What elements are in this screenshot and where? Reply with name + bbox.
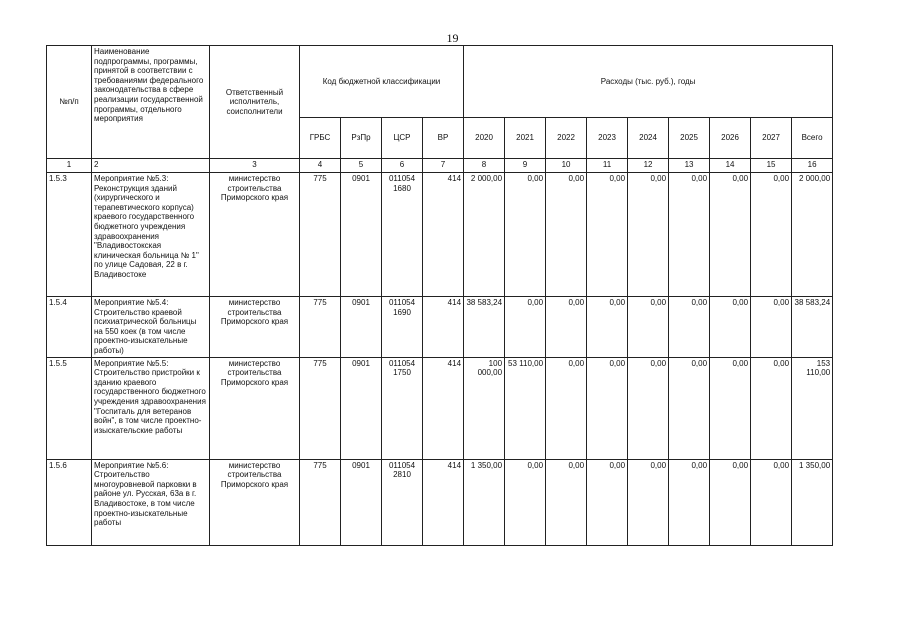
header-year: 2021 — [505, 118, 546, 159]
row-responsible: министерство строительства Приморского края — [210, 459, 300, 545]
header-budget-code: Код бюджетной классификации — [300, 46, 464, 118]
header-grbs: ГРБС — [300, 118, 341, 159]
header-year: 2027 — [751, 118, 792, 159]
row-value: 0,00 — [628, 173, 669, 297]
row-grbs: 775 — [300, 459, 341, 545]
row-name: Мероприятие №5.3: Реконструкция зданий (хирургического и терапевтического корпуса) краевого государственного бюджетного учреждения здравоохранения "Владивостокская клиническая больница № 1" по улице Садовая, 22 в г. Владивостоке — [92, 173, 210, 297]
row-value: 0,00 — [710, 357, 751, 459]
row-grbs: 775 — [300, 297, 341, 358]
table-row — [47, 459, 833, 545]
budget-table — [46, 45, 833, 546]
row-num: 1.5.5 — [47, 357, 92, 459]
header-year: 2020 — [464, 118, 505, 159]
row-rzpr: 0901 — [341, 357, 382, 459]
row-value: 0,00 — [546, 459, 587, 545]
header-vr: ВР — [423, 118, 464, 159]
row-value: 0,00 — [505, 173, 546, 297]
row-num: 1.5.3 — [47, 173, 92, 297]
row-csr: 011054 2810 — [382, 459, 423, 545]
row-value: 0,00 — [710, 297, 751, 358]
table-row — [47, 297, 833, 358]
row-total: 38 583,24 — [792, 297, 833, 358]
header-year: 2023 — [587, 118, 628, 159]
header-name: Наименование подпрограммы, программы, принятой в соответствии с требованиями федерального законодательства в сфере реализации государственной программы, отдельного мероприятия — [92, 46, 210, 159]
row-value: 0,00 — [751, 357, 792, 459]
table-row — [47, 173, 833, 297]
row-value: 100 000,00 — [464, 357, 505, 459]
row-name: Мероприятие №5.4: Строительство краевой психиатрической больницы на 550 коек (в том числе проектно-изыскательные работы) — [92, 297, 210, 358]
header-responsible: Ответственный исполнитель, соисполнители — [210, 46, 300, 159]
row-num: 1.5.4 — [47, 297, 92, 358]
row-value: 0,00 — [628, 357, 669, 459]
row-vr: 414 — [423, 357, 464, 459]
row-value: 2 000,00 — [464, 173, 505, 297]
row-rzpr: 0901 — [341, 297, 382, 358]
row-responsible: министерство строительства Приморского края — [210, 173, 300, 297]
row-num: 1.5.6 — [47, 459, 92, 545]
row-total: 2 000,00 — [792, 173, 833, 297]
row-value: 0,00 — [546, 173, 587, 297]
row-responsible: министерство строительства Приморского края — [210, 297, 300, 358]
row-value: 38 583,24 — [464, 297, 505, 358]
column-number: 1 — [47, 159, 92, 173]
column-number: 4 — [300, 159, 341, 173]
header-year: 2025 — [669, 118, 710, 159]
header-total: Всего — [792, 118, 833, 159]
header-year: 2022 — [546, 118, 587, 159]
column-number: 13 — [669, 159, 710, 173]
row-total: 1 350,00 — [792, 459, 833, 545]
row-rzpr: 0901 — [341, 173, 382, 297]
row-value: 0,00 — [669, 173, 710, 297]
row-name: Мероприятие №5.5: Строительство пристройки к зданию краевого государственного бюджетного учреждения здравоохранения "Госпиталь для ветеранов войн", в том числе проектно-изыскательские работы — [92, 357, 210, 459]
header-year: 2024 — [628, 118, 669, 159]
column-number: 11 — [587, 159, 628, 173]
column-number: 12 — [628, 159, 669, 173]
row-vr: 414 — [423, 173, 464, 297]
row-value: 0,00 — [669, 297, 710, 358]
column-number: 6 — [382, 159, 423, 173]
page-number: 19 — [446, 31, 459, 45]
header-year: 2026 — [710, 118, 751, 159]
header-expenses: Расходы (тыс. руб.), годы — [464, 46, 833, 118]
row-value: 1 350,00 — [464, 459, 505, 545]
column-number: 14 — [710, 159, 751, 173]
row-value: 0,00 — [505, 297, 546, 358]
row-value: 53 110,00 — [505, 357, 546, 459]
row-value: 0,00 — [546, 357, 587, 459]
column-number: 9 — [505, 159, 546, 173]
column-number: 7 — [423, 159, 464, 173]
row-value: 0,00 — [669, 357, 710, 459]
column-number: 8 — [464, 159, 505, 173]
row-value: 0,00 — [587, 297, 628, 358]
column-number-row — [47, 159, 833, 173]
header-num: №п/п — [47, 46, 92, 159]
row-value: 0,00 — [751, 297, 792, 358]
column-number: 10 — [546, 159, 587, 173]
row-value: 0,00 — [587, 173, 628, 297]
row-value: 0,00 — [710, 173, 751, 297]
row-value: 0,00 — [710, 459, 751, 545]
row-name: Мероприятие №5.6: Строительство многоуровневой парковки в районе ул. Русская, 63а в г. Владивостоке, в том числе проектно-изыскательные работы — [92, 459, 210, 545]
column-number: 3 — [210, 159, 300, 173]
column-number: 5 — [341, 159, 382, 173]
row-value: 0,00 — [751, 459, 792, 545]
row-value: 0,00 — [587, 459, 628, 545]
row-csr: 011054 1690 — [382, 297, 423, 358]
column-number: 2 — [92, 159, 210, 173]
column-number: 16 — [792, 159, 833, 173]
row-value: 0,00 — [751, 173, 792, 297]
row-csr: 011054 1680 — [382, 173, 423, 297]
row-value: 0,00 — [628, 459, 669, 545]
row-vr: 414 — [423, 459, 464, 545]
row-vr: 414 — [423, 297, 464, 358]
row-value: 0,00 — [546, 297, 587, 358]
row-total: 153 110,00 — [792, 357, 833, 459]
row-value: 0,00 — [669, 459, 710, 545]
row-grbs: 775 — [300, 173, 341, 297]
column-number: 15 — [751, 159, 792, 173]
row-csr: 011054 1750 — [382, 357, 423, 459]
header-csr: ЦСР — [382, 118, 423, 159]
row-value: 0,00 — [587, 357, 628, 459]
row-rzpr: 0901 — [341, 459, 382, 545]
header-rzpr: РзПр — [341, 118, 382, 159]
row-value: 0,00 — [628, 297, 669, 358]
row-responsible: министерство строительства Приморского края — [210, 357, 300, 459]
row-value: 0,00 — [505, 459, 546, 545]
table-row — [47, 357, 833, 459]
row-grbs: 775 — [300, 357, 341, 459]
